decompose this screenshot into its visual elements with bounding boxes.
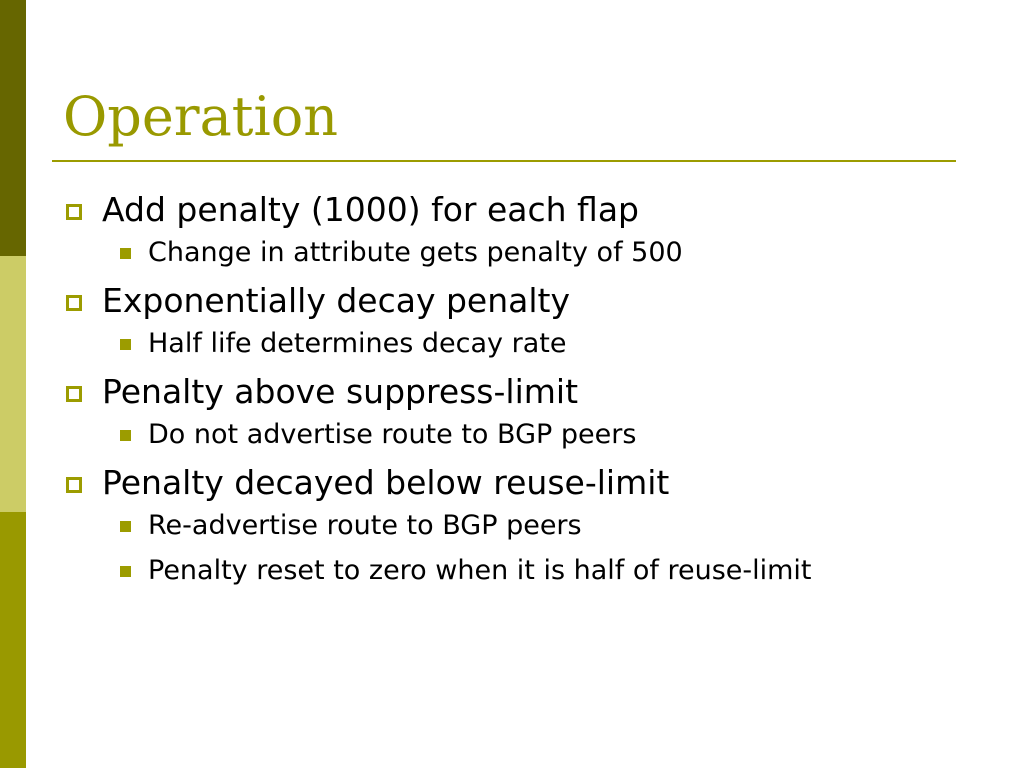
bullet-text: Exponentially decay penalty bbox=[102, 281, 570, 320]
hollow-square-icon bbox=[66, 477, 82, 493]
sub-bullet-list bbox=[102, 509, 1000, 588]
hollow-square-icon bbox=[66, 386, 82, 402]
sub-bullet-text: Change in attribute gets penalty of 500 bbox=[148, 237, 683, 268]
bullet-text: Penalty decayed below reuse-limit bbox=[102, 463, 670, 502]
sub-bullet-item bbox=[104, 418, 938, 452]
filled-square-icon bbox=[120, 339, 131, 350]
bullet-item bbox=[0, 188, 1000, 270]
bullet-item bbox=[0, 461, 1000, 588]
bullet-text: Add penalty (1000) for each flap bbox=[102, 190, 640, 229]
bullet-list bbox=[0, 188, 1000, 588]
filled-square-icon bbox=[120, 248, 131, 259]
hollow-square-icon bbox=[66, 295, 82, 311]
title-divider bbox=[52, 160, 956, 162]
hollow-square-icon bbox=[66, 204, 82, 220]
bullet-item bbox=[0, 279, 1000, 361]
sub-bullet-text: Half life determines decay rate bbox=[148, 328, 567, 359]
bullet-item bbox=[0, 370, 1000, 452]
sub-bullet-item bbox=[104, 327, 938, 361]
filled-square-icon bbox=[120, 566, 131, 577]
slide-title: Operation bbox=[63, 85, 339, 148]
sub-bullet-item bbox=[104, 554, 938, 588]
sub-bullet-text: Re-advertise route to BGP peers bbox=[148, 510, 582, 541]
bullet-text: Penalty above suppress-limit bbox=[102, 372, 579, 411]
sub-bullet-list bbox=[102, 236, 1000, 270]
sub-bullet-text: Penalty reset to zero when it is half of reuse-limit bbox=[148, 555, 812, 586]
filled-square-icon bbox=[120, 521, 131, 532]
sub-bullet-list bbox=[102, 418, 1000, 452]
sub-bullet-text: Do not advertise route to BGP peers bbox=[148, 419, 637, 450]
filled-square-icon bbox=[120, 430, 131, 441]
sub-bullet-list bbox=[102, 327, 1000, 361]
sub-bullet-item bbox=[104, 509, 938, 543]
sub-bullet-item bbox=[104, 236, 938, 270]
